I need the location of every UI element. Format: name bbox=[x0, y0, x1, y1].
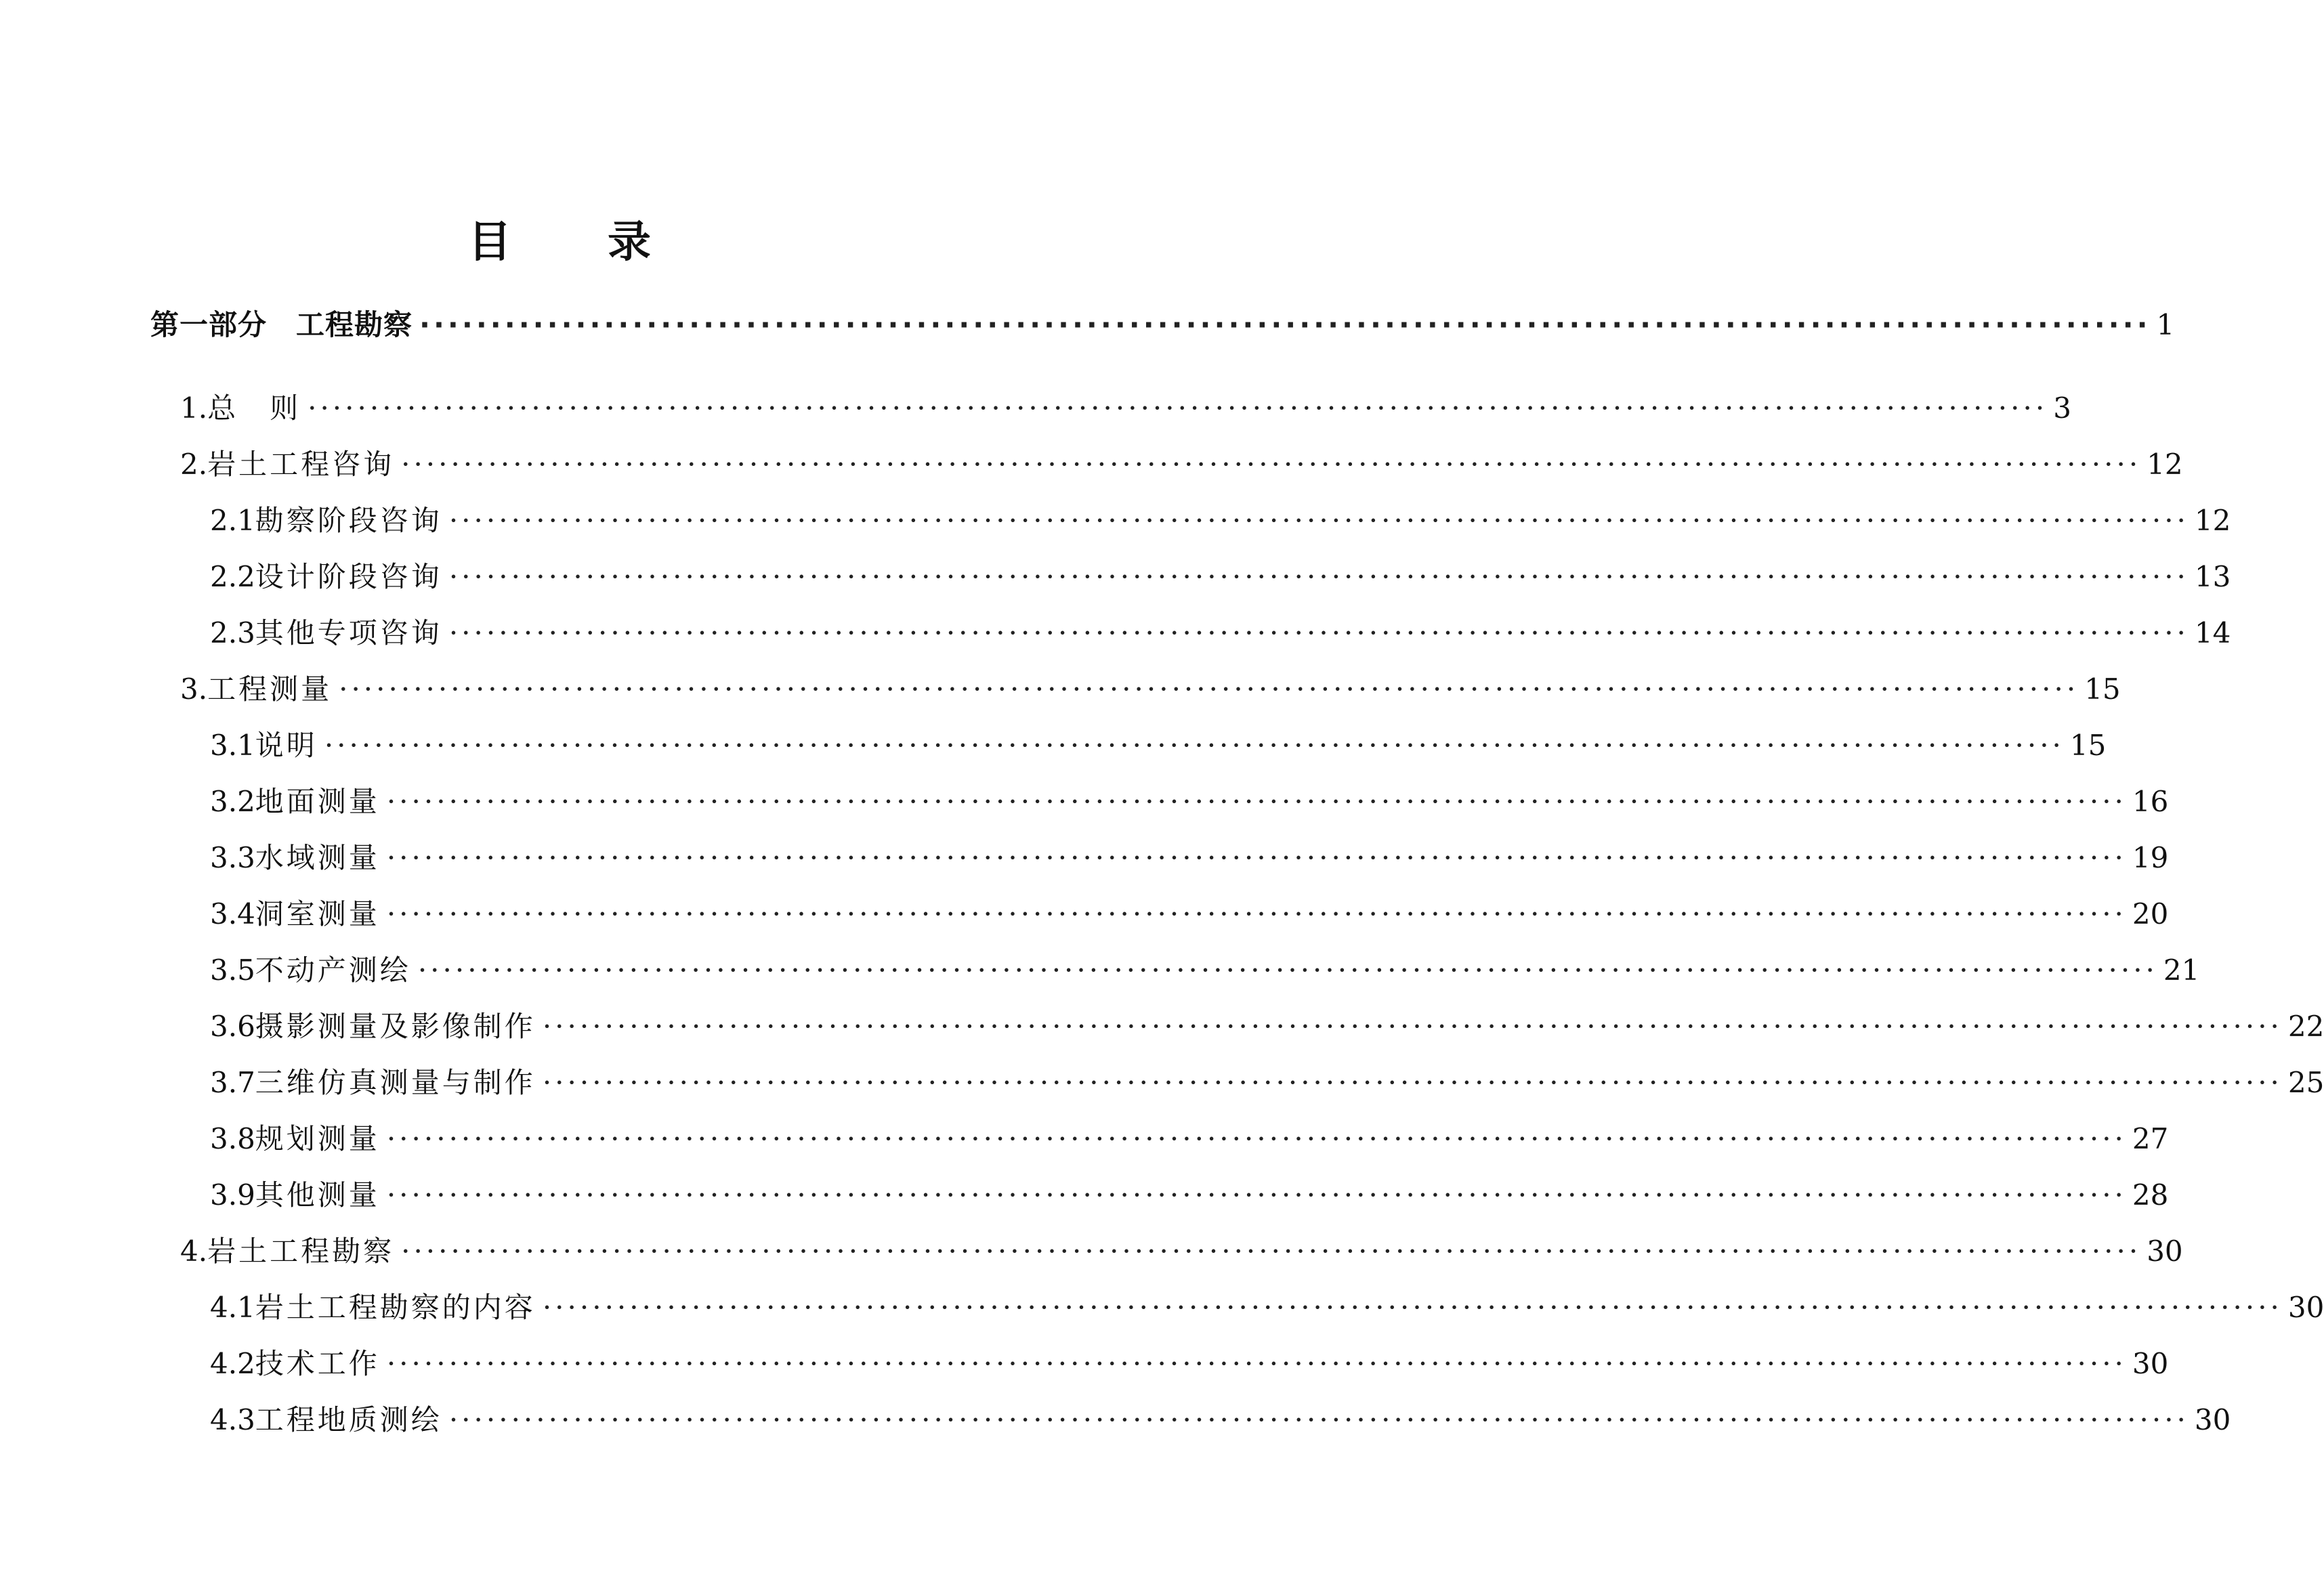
toc-entry-number: 2.2 bbox=[210, 560, 255, 593]
toc-leader-dots: ············································································································································ bbox=[386, 1347, 2127, 1380]
toc-leader-dots: ············································································································································ bbox=[401, 1235, 2142, 1268]
toc-entry-page: 25 bbox=[2287, 1066, 2324, 1099]
title-char-2: 录 bbox=[608, 217, 652, 267]
toc-entry-page: 12 bbox=[2147, 448, 2183, 481]
toc-entry-label: 岩土工程咨询 bbox=[207, 448, 395, 481]
toc-entry-page: 20 bbox=[2132, 897, 2169, 930]
toc-entry[interactable] bbox=[210, 895, 2169, 933]
toc-entry[interactable] bbox=[210, 1008, 2324, 1046]
toc-entry-page: 30 bbox=[2287, 1291, 2324, 1324]
toc-entry-number: 2. bbox=[180, 448, 208, 481]
toc-entry-number: 4.3 bbox=[210, 1403, 255, 1436]
toc-entry-number: 3. bbox=[180, 672, 208, 706]
toc-entry-label: 岩土工程勘察的内容 bbox=[255, 1291, 536, 1324]
toc-entry-label: 岩土工程勘察 bbox=[207, 1235, 395, 1268]
toc-entry[interactable] bbox=[210, 1289, 2324, 1327]
toc-leader-dots: ·························································································································· bbox=[419, 308, 2151, 341]
toc-entry[interactable] bbox=[210, 1064, 2324, 1102]
toc-part-page: 1 bbox=[2156, 308, 2175, 341]
toc-leader-dots: ············································································································································ bbox=[542, 1010, 2283, 1043]
toc-entry-label: 工程测量 bbox=[207, 672, 333, 706]
toc-entry[interactable] bbox=[180, 446, 2183, 484]
toc-entry-number: 3.4 bbox=[210, 897, 255, 930]
title-char-1: 目 bbox=[468, 217, 513, 267]
page-title bbox=[0, 215, 1120, 270]
toc-entry-number: 1. bbox=[180, 391, 208, 425]
toc-leader-dots: ············································································································································ bbox=[542, 1066, 2283, 1099]
toc-entry[interactable] bbox=[210, 614, 2231, 652]
toc-entry-page: 28 bbox=[2132, 1178, 2169, 1212]
toc-entry-label: 工程地质测绘 bbox=[255, 1403, 442, 1436]
toc-entry-label: 洞室测量 bbox=[255, 897, 380, 930]
toc-entry-number: 3.2 bbox=[210, 785, 255, 818]
toc-entry-page: 30 bbox=[2147, 1235, 2183, 1268]
toc-entry-label: 地面测量 bbox=[255, 785, 380, 818]
toc-part-1[interactable] bbox=[150, 306, 2175, 344]
toc-entry[interactable] bbox=[210, 839, 2169, 877]
toc-entry-page: 19 bbox=[2132, 841, 2169, 874]
toc-entry[interactable] bbox=[210, 951, 2200, 989]
toc-entry-number: 4.1 bbox=[210, 1291, 255, 1324]
toc-entry-number: 3.5 bbox=[210, 954, 255, 987]
toc-entry-number: 2.1 bbox=[210, 504, 255, 537]
toc-entry-label: 水域测量 bbox=[255, 841, 380, 874]
toc-entry-number: 4.2 bbox=[210, 1347, 255, 1380]
toc-leader-dots: ············································································································································ bbox=[401, 448, 2142, 481]
toc-entry-page: 16 bbox=[2132, 785, 2169, 818]
toc-leader-dots: ············································································································································ bbox=[448, 504, 2189, 537]
toc-entry[interactable] bbox=[210, 1120, 2169, 1158]
toc-entry-number: 3.6 bbox=[210, 1010, 255, 1043]
toc-entry[interactable] bbox=[180, 670, 2121, 708]
toc-entry-page: 21 bbox=[2163, 954, 2200, 987]
toc-leader-dots: ············································································································································ bbox=[542, 1291, 2283, 1324]
toc-entry-number: 3.7 bbox=[210, 1066, 255, 1099]
toc-leader-dots: ············································································································································ bbox=[308, 391, 2048, 425]
toc-entry-label: 其他测量 bbox=[255, 1178, 380, 1212]
toc-entry-number: 3.8 bbox=[210, 1122, 255, 1155]
toc-entry-label: 勘察阶段咨询 bbox=[255, 504, 442, 537]
toc-leader-dots: ············································································································································ bbox=[386, 1122, 2127, 1155]
toc-entry-page: 14 bbox=[2194, 616, 2231, 649]
toc-entry-label: 规划测量 bbox=[255, 1122, 380, 1155]
toc-entry-page: 15 bbox=[2084, 672, 2121, 706]
toc-leader-dots: ············································································································································ bbox=[386, 785, 2127, 818]
toc-leader-dots: ············································································································································ bbox=[386, 897, 2127, 930]
toc-entry-page: 3 bbox=[2053, 391, 2071, 425]
toc-leader-dots: ············································································································································ bbox=[448, 1403, 2189, 1436]
toc-entry-page: 27 bbox=[2132, 1122, 2169, 1155]
toc-entry[interactable] bbox=[210, 1401, 2231, 1439]
toc-entry-page: 12 bbox=[2194, 504, 2231, 537]
toc-entry-label: 其他专项咨询 bbox=[255, 616, 442, 649]
toc-entry[interactable] bbox=[180, 1233, 2183, 1270]
toc-entry[interactable] bbox=[210, 558, 2231, 596]
toc-entry-label: 说明 bbox=[255, 729, 318, 762]
toc-leader-dots: ············································································································································ bbox=[386, 841, 2127, 874]
toc-entry-number: 4. bbox=[180, 1235, 208, 1268]
toc-part-label: 第一部分 工程勘察 bbox=[150, 308, 413, 341]
toc-entry-number: 3.1 bbox=[210, 729, 255, 762]
toc-leader-dots: ············································································································································ bbox=[448, 560, 2189, 593]
toc-entry-label: 不动产测绘 bbox=[255, 954, 411, 987]
toc-entry-label: 摄影测量及影像制作 bbox=[255, 1010, 536, 1043]
toc-entry-page: 30 bbox=[2194, 1403, 2231, 1436]
toc-entry[interactable] bbox=[210, 727, 2107, 765]
toc-entry-page: 15 bbox=[2069, 729, 2107, 762]
toc-leader-dots: ············································································································································ bbox=[339, 672, 2079, 706]
toc-entry-label: 设计阶段咨询 bbox=[255, 560, 442, 593]
toc-leader-dots: ············································································································································ bbox=[417, 954, 2158, 987]
toc-entry[interactable] bbox=[180, 389, 2071, 427]
toc-leader-dots: ············································································································································ bbox=[448, 616, 2189, 649]
toc-entry-number: 3.9 bbox=[210, 1178, 255, 1212]
toc-leader-dots: ············································································································································ bbox=[386, 1178, 2127, 1212]
toc-entry-page: 30 bbox=[2132, 1347, 2169, 1380]
toc-entry-number: 3.3 bbox=[210, 841, 255, 874]
toc-entry[interactable] bbox=[210, 1176, 2169, 1214]
toc-entry-page: 22 bbox=[2287, 1010, 2324, 1043]
toc-entry[interactable] bbox=[210, 783, 2169, 821]
toc-entry-label: 总 则 bbox=[207, 391, 301, 425]
toc-entry-label: 技术工作 bbox=[255, 1347, 380, 1380]
toc-leader-dots: ············································································································································ bbox=[324, 729, 2065, 762]
toc-entry[interactable] bbox=[210, 1345, 2169, 1383]
toc-entry-page: 13 bbox=[2194, 560, 2231, 593]
toc-entry[interactable] bbox=[210, 502, 2231, 540]
toc-entry-label: 三维仿真测量与制作 bbox=[255, 1066, 536, 1099]
toc-entry-number: 2.3 bbox=[210, 616, 255, 649]
